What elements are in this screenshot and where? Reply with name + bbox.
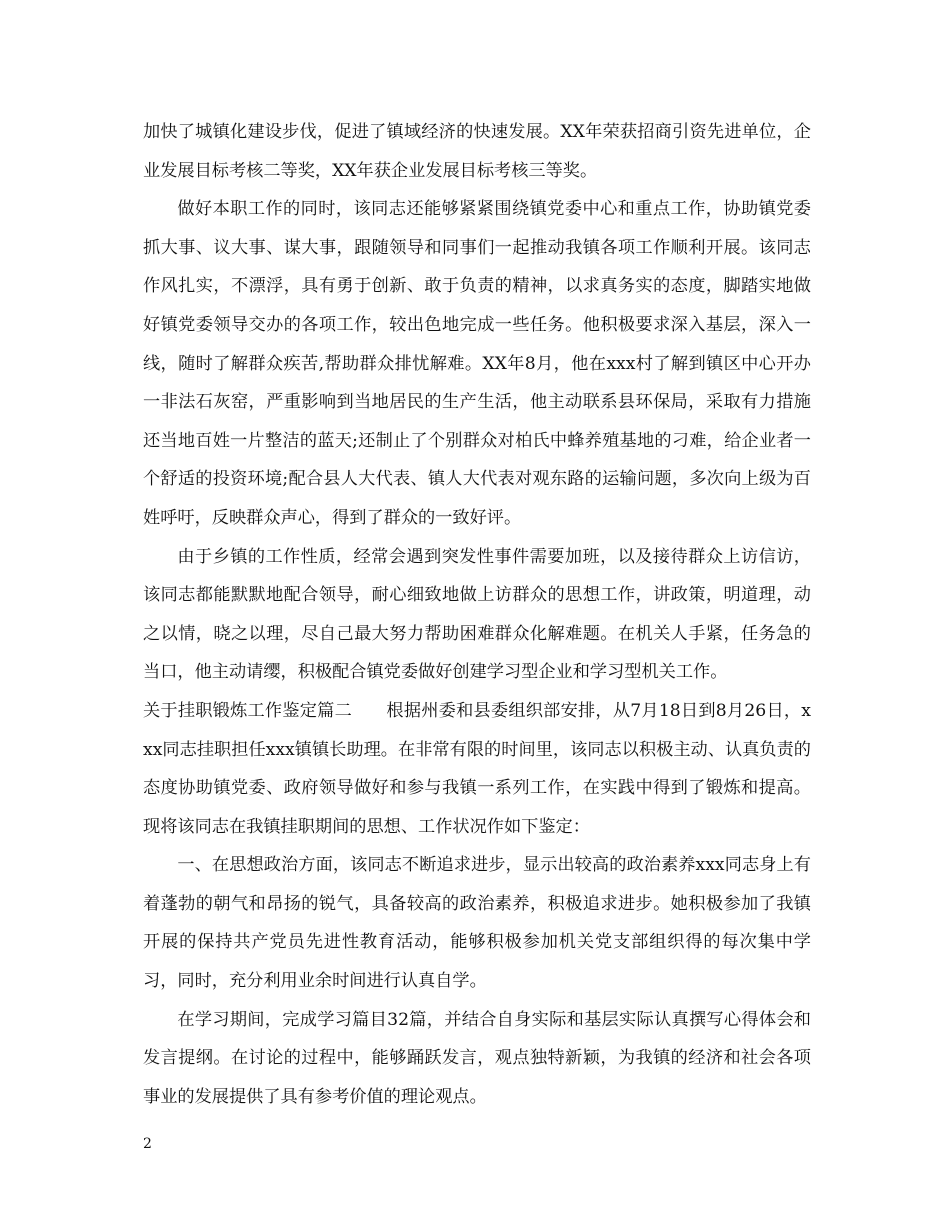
page-number: 2 [143,1136,152,1152]
paragraph-3: 由于乡镇的工作性质，经常会遇到突发性事件需要加班，以及接待群众上访信访，该同志都能默默地配合领导，耐心细致地做上访群众的思想工作，讲政策，明道理，动之以情，晓之以理，尽自己最大努力帮助困难群众化解难题。在机关人手紧，任务急的当口，他主动请缨，积极配合镇党委做好创建学习型企业和学习型机关工作。 [143,546,811,683]
paragraph-1: 加快了城镇化建设步伐，促进了镇域经济的快速发展。XX年荣获招商引资先进单位，企业发展目标考核二等奖，XX年获企业发展目标考核三等奖。 [143,122,811,181]
section-heading: 关于挂职锻炼工作鉴定篇二 [143,700,353,721]
paragraph-4: 一、在思想政治方面，该同志不断追求进步，显示出较高的政治素养xxx同志身上有着蓬勃的朝气和昂扬的锐气，具备较高的政治素养，积极追求进步。她积极参加了我镇开展的保持共产党员先进性教育活动，能够积极参加机关党支部组织得的每次集中学习，同时，充分利用业余时间进行认真自学。 [143,855,811,992]
paragraph-2: 做好本职工作的同时，该同志还能够紧紧围绕镇党委中心和重点工作，协助镇党委抓大事、议大事、谋大事，跟随领导和同事们一起推动我镇各项工作顺利开展。该同志作风扎实，不漂浮，具有勇于创新、敢于负责的精神，以求真务实的态度，脚踏实地做好镇党委领导交办的各项工作，较出色地完成一些任务。他积极要求深入基层，深入一线，随时了解群众疾苦,帮助群众排忧解难。XX年8月，他在xxx村了解到镇区中心开办一非法石灰窑，严重影响到当地居民的生产生活，他主动联系县环保局，采取有力措施还当地百姓一片整洁的蓝天;还制止了个别群众对柏氏中蜂养殖基地的刁难，给企业者一个舒适的投资环境;配合县人大代表、镇人大代表对观东路的运输问题，多次向上级为百姓呼吁，反映群众声心，得到了群众的一致好评。 [143,199,811,528]
paragraph-5: 在学习期间，完成学习篇目32篇，并结合自身实际和基层实际认真撰写心得体会和发言提纲。在讨论的过程中，能够踊跃发言，观点独特新颖，为我镇的经济和社会各项事业的发展提供了具有参考价值的理论观点。 [143,1009,811,1107]
document-body [143,113,811,1116]
section-paragraph [143,692,811,846]
section-intro-text: 根据州委和县委组织部安排，从7月18日到8月26日，xxx同志挂职担任xxx镇镇长助理。在非常有限的时间里，该同志以积极主动、认真负责的态度协助镇党委、政府领导做好和参与我镇一系列工作，在实践中得到了锻炼和提高。现将该同志在我镇挂职期间的思想、工作状况作如下鉴定： [143,700,811,837]
